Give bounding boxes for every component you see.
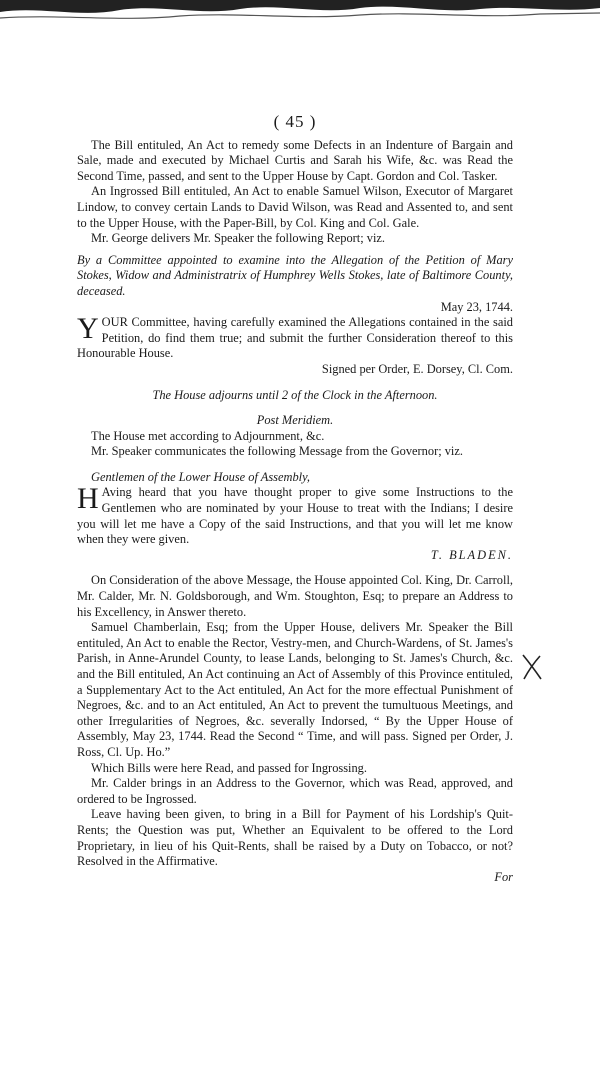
paragraph-bill-curtis: The Bill entituled, An Act to remedy some Defects in an Indenture of Bargain and Sale, made and executed by Michael Curtis and Sarah his Wife, &c. was Read the Second Time, passed, and sent to the Upper House by Capt. Gordon and Col. Tasker.	[77, 137, 513, 183]
report-signature: Signed per Order, E. Dorsey, Cl. Com.	[321, 361, 513, 376]
document-page	[77, 114, 513, 885]
committee-heading: By a Committee appointed to examine into the Allegation of the Petition of Mary Stokes, Widow and Administratrix of Humphrey Wells Stokes, late of Baltimore County, deceased.	[77, 252, 513, 298]
paragraph-quit-rents: Leave having been given, to bring in a Bill for Payment of his Lordship's Quit-Rents; the Question was put, Whether an Equivalent to be offered to the Lord Proprietary, in lieu of his Quit-Rents, shall be raised by a Duty on Tobacco, or not? Resolved in the Affirmative.	[77, 807, 513, 869]
torn-page-edge	[0, 0, 600, 26]
handwritten-x-mark	[520, 652, 544, 682]
message-dropcap: H	[77, 482, 99, 516]
paragraph-calder-address: Mr. Calder brings in an Address to the Governor, which was Read, approved, and ordered to be Ingrossed.	[77, 776, 513, 806]
message-body: Aving heard that you have thought proper to give some Instructions to the Gentlemen who are nominated by your House to treat with the Indians; I desire you will let me have a Copy of the said Instructions, and that you will let me know when they were given.	[77, 485, 513, 547]
paragraph-consideration: On Consideration of the above Message, the House appointed Col. King, Dr. Carroll, Mr. Calder, Mr. N. Goldsborough, and Wm. Stoughton, Esq; to prepare an Address to his Excellency, in Answer thereto.	[77, 573, 513, 619]
message-signature: T. BLADEN.	[430, 547, 513, 562]
paragraph-bill-wilson: An Ingrossed Bill entituled, An Act to enable Samuel Wilson, Executor of Margaret Lindow, to convey certain Lands to David Wilson, was Read and Assented to, and sent to the Upper House, with the Paper-Bill, by Col. King and Col. Gale.	[77, 184, 513, 230]
page-number: ( 45 )	[273, 112, 317, 131]
message-address-heading: Gentlemen of the Lower House of Assembly,	[91, 469, 310, 484]
paragraph-chamberlain: Samuel Chamberlain, Esq; from the Upper House, delivers Mr. Speaker the Bill entituled, An Act to enable the Rector, Vestry-men, and Church-Wardens, of St. James's Parish, in Anne-Arundel County, to lease Lands, belonging to St. James's Church, &c. and the Bill entituled, An Act continuing an Act of Assembly of this Province entituled, a Supplementary Act to the Act entituled, An Act for the more effectual Punishment of Negroes, &c. and to an Act entituled, An Act to prevent the tumultuous Meetings, and other Irregularities of Negroes, &c. severally Indorsed, “ By the Upper House of Assembly, May 23, 1744. Read the Second “ Time, and will pass. Signed per Order, J. Ross, Cl. Up. Ho.”	[77, 620, 513, 759]
paragraph-bills-read: Which Bills were here Read, and passed for Ingrossing.	[91, 760, 367, 775]
paragraph-message-intro: Mr. Speaker communicates the following Message from the Governor; viz.	[91, 444, 463, 459]
adjournment-notice: The House adjourns until 2 of the Clock in the Afternoon.	[152, 387, 438, 402]
report-body: OUR Committee, having carefully examined the Allegations contained in the said Petition, do find them true; and submit the further Consideration thereof to this Honourable House.	[77, 315, 513, 361]
report-date: May 23, 1744.	[440, 299, 513, 314]
report-dropcap: Y	[77, 312, 99, 346]
paragraph-report-intro: Mr. George delivers Mr. Speaker the following Report; viz.	[91, 231, 385, 246]
governor-message	[77, 482, 513, 547]
catchword: For	[494, 869, 513, 884]
post-meridiem-heading: Post Meridiem.	[256, 413, 334, 428]
paragraph-house-met: The House met according to Adjournment, &c.	[91, 428, 325, 443]
committee-report	[77, 312, 513, 362]
